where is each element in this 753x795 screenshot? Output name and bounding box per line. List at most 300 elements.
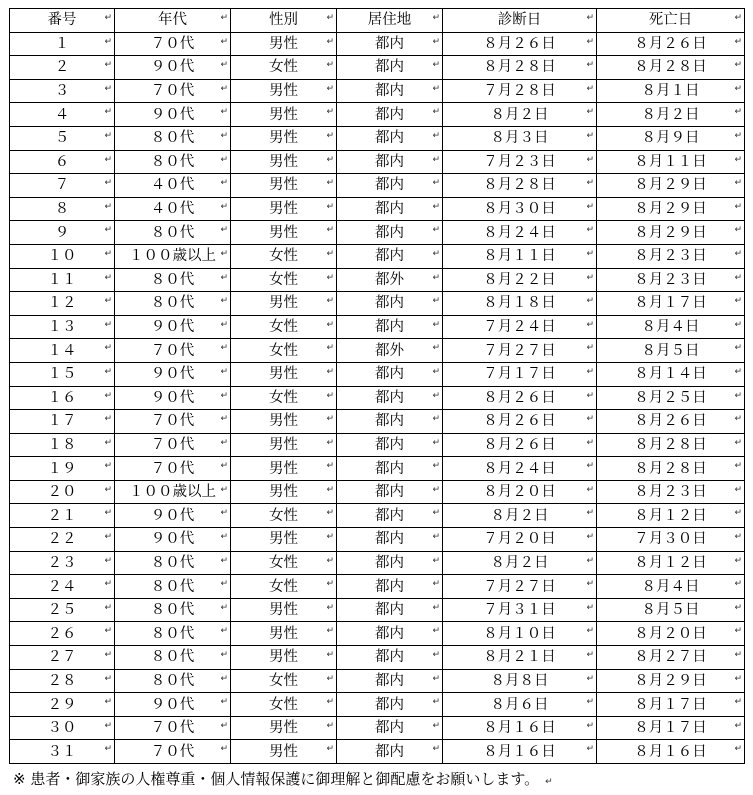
cell-residence: 都内 ↵ — [337, 740, 443, 764]
paragraph-mark-icon: ↵ — [104, 272, 112, 283]
cell-residence: 都内 ↵ — [337, 103, 443, 127]
paragraph-mark-icon: ↵ — [432, 201, 440, 212]
cell-sex: 男性 ↵ — [231, 457, 337, 481]
table-row — [10, 315, 745, 339]
cell-age-group: ４０代 ↵ — [115, 174, 231, 198]
paragraph-mark-icon: ↵ — [326, 484, 334, 495]
table-row — [10, 244, 745, 268]
cell-sex: 女性 ↵ — [231, 268, 337, 292]
cell-age-group: ９０代 ↵ — [115, 504, 231, 528]
cell-number: ２５ ↵ — [10, 598, 115, 622]
cell-residence: 都内 ↵ — [337, 32, 443, 56]
cell-sex: 男性 ↵ — [231, 480, 337, 504]
table-row — [10, 268, 745, 292]
paragraph-mark-icon: ↵ — [104, 602, 112, 613]
cell-death-date: ８月１２日 ↵ — [597, 504, 745, 528]
paragraph-mark-icon: ↵ — [586, 555, 594, 566]
table-row — [10, 56, 745, 80]
paragraph-mark-icon: ↵ — [432, 626, 440, 637]
paragraph-mark-icon: ↵ — [586, 107, 594, 118]
cell-death-date: ８月２９日 ↵ — [597, 221, 745, 245]
table-row — [10, 457, 745, 481]
cell-age-group: ８０代 ↵ — [115, 268, 231, 292]
cell-sex: 女性 ↵ — [231, 56, 337, 80]
cell-number: １ ↵ — [10, 32, 115, 56]
cell-death-date: ８月２９日 ↵ — [597, 197, 745, 221]
paragraph-mark-icon: ↵ — [432, 343, 440, 354]
cell-residence: 都内 ↵ — [337, 150, 443, 174]
paragraph-mark-icon: ↵ — [220, 555, 228, 566]
paragraph-mark-icon: ↵ — [586, 319, 594, 330]
paragraph-mark-icon: ↵ — [104, 36, 112, 47]
cell-residence: 都外 ↵ — [337, 268, 443, 292]
cell-number: ２９ ↵ — [10, 693, 115, 717]
cell-death-date: ８月２８日 ↵ — [597, 433, 745, 457]
paragraph-mark-icon: ↵ — [432, 602, 440, 613]
table-row — [10, 150, 745, 174]
case-table — [9, 8, 745, 764]
paragraph-mark-icon: ↵ — [586, 461, 594, 472]
cell-death-date: ８月１７日 ↵ — [597, 292, 745, 316]
cell-number: １５ ↵ — [10, 362, 115, 386]
cell-diagnosis-date: ７月２４日 ↵ — [443, 315, 597, 339]
cell-sex: 女性 ↵ — [231, 551, 337, 575]
paragraph-mark-icon: ↵ — [432, 248, 440, 259]
cell-sex: 男性 ↵ — [231, 150, 337, 174]
paragraph-mark-icon: ↵ — [104, 343, 112, 354]
table-row — [10, 693, 745, 717]
paragraph-mark-icon: ↵ — [220, 178, 228, 189]
paragraph-mark-icon: ↵ — [104, 532, 112, 543]
cell-death-date: ７月３０日 ↵ — [597, 528, 745, 552]
paragraph-mark-icon: ↵ — [220, 461, 228, 472]
cell-residence: 都内 ↵ — [337, 622, 443, 646]
cell-residence: 都内 ↵ — [337, 197, 443, 221]
cell-death-date: ８月１１日 ↵ — [597, 150, 745, 174]
paragraph-mark-icon: ↵ — [220, 83, 228, 94]
paragraph-mark-icon: ↵ — [220, 602, 228, 613]
cell-death-date: ８月２５日 ↵ — [597, 386, 745, 410]
paragraph-mark-icon: ↵ — [220, 437, 228, 448]
cell-number: ２６ ↵ — [10, 622, 115, 646]
cell-residence: 都内 ↵ — [337, 551, 443, 575]
paragraph-mark-icon: ↵ — [104, 248, 112, 259]
cell-sex: 男性 ↵ — [231, 433, 337, 457]
paragraph-mark-icon: ↵ — [734, 107, 742, 118]
paragraph-mark-icon: ↵ — [104, 225, 112, 236]
cell-diagnosis-date: ８月１０日 ↵ — [443, 622, 597, 646]
paragraph-mark-icon: ↵ — [326, 555, 334, 566]
cell-sex: 女性 ↵ — [231, 693, 337, 717]
cell-diagnosis-date: ７月２０日 ↵ — [443, 528, 597, 552]
cell-residence: 都内 ↵ — [337, 386, 443, 410]
cell-age-group: ７０代 ↵ — [115, 716, 231, 740]
paragraph-mark-icon: ↵ — [432, 107, 440, 118]
table-row — [10, 79, 745, 103]
paragraph-mark-icon: ↵ — [326, 673, 334, 684]
paragraph-mark-icon: ↵ — [326, 107, 334, 118]
cell-death-date: ８月９日 ↵ — [597, 126, 745, 150]
table-row — [10, 103, 745, 127]
table-row — [10, 433, 745, 457]
paragraph-mark-icon: ↵ — [734, 225, 742, 236]
paragraph-mark-icon: ↵ — [734, 178, 742, 189]
cell-age-group: ８０代 ↵ — [115, 622, 231, 646]
paragraph-mark-icon: ↵ — [432, 36, 440, 47]
cell-residence: 都内 ↵ — [337, 716, 443, 740]
cell-diagnosis-date: ８月２４日 ↵ — [443, 457, 597, 481]
cell-death-date: ８月２０日 ↵ — [597, 622, 745, 646]
cell-sex: 男性 ↵ — [231, 410, 337, 434]
cell-diagnosis-date: ７月２７日 ↵ — [443, 575, 597, 599]
paragraph-mark-icon: ↵ — [586, 602, 594, 613]
cell-age-group: ７０代 ↵ — [115, 740, 231, 764]
paragraph-mark-icon: ↵ — [734, 484, 742, 495]
cell-death-date: ８月１７日 ↵ — [597, 716, 745, 740]
paragraph-mark-icon: ↵ — [326, 225, 334, 236]
cell-residence: 都内 ↵ — [337, 315, 443, 339]
paragraph-mark-icon: ↵ — [586, 697, 594, 708]
paragraph-mark-icon: ↵ — [104, 437, 112, 448]
cell-number: ２１ ↵ — [10, 504, 115, 528]
cell-diagnosis-date: ８月６日 ↵ — [443, 693, 597, 717]
paragraph-mark-icon: ↵ — [734, 508, 742, 519]
cell-diagnosis-date: ７月２８日 ↵ — [443, 79, 597, 103]
cell-diagnosis-date: ８月２０日 ↵ — [443, 480, 597, 504]
cell-sex: 男性 ↵ — [231, 598, 337, 622]
cell-death-date: ８月２８日 ↵ — [597, 457, 745, 481]
privacy-note — [13, 768, 553, 793]
paragraph-mark-icon: ↵ — [734, 555, 742, 566]
paragraph-mark-icon: ↵ — [104, 83, 112, 94]
paragraph-mark-icon: ↵ — [734, 673, 742, 684]
cell-age-group: ７０代 ↵ — [115, 433, 231, 457]
paragraph-mark-icon: ↵ — [326, 579, 334, 590]
paragraph-mark-icon: ↵ — [432, 390, 440, 401]
cell-sex: 男性 ↵ — [231, 103, 337, 127]
cell-number: ２８ ↵ — [10, 669, 115, 693]
paragraph-mark-icon: ↵ — [734, 83, 742, 94]
cell-number: ８ ↵ — [10, 197, 115, 221]
paragraph-mark-icon: ↵ — [586, 13, 594, 23]
paragraph-mark-icon: ↵ — [432, 484, 440, 495]
paragraph-mark-icon: ↵ — [104, 673, 112, 684]
paragraph-mark-icon: ↵ — [326, 366, 334, 377]
paragraph-mark-icon: ↵ — [734, 13, 742, 23]
paragraph-mark-icon: ↵ — [734, 650, 742, 661]
paragraph-mark-icon: ↵ — [220, 130, 228, 141]
cell-sex: 女性 ↵ — [231, 386, 337, 410]
paragraph-mark-icon: ↵ — [586, 390, 594, 401]
cell-death-date: ８月５日 ↵ — [597, 339, 745, 363]
cell-death-date: ８月２３日 ↵ — [597, 480, 745, 504]
paragraph-mark-icon: ↵ — [326, 60, 334, 71]
table-row — [10, 669, 745, 693]
paragraph-mark-icon: ↵ — [586, 437, 594, 448]
paragraph-mark-icon: ↵ — [220, 201, 228, 212]
cell-number: ５ ↵ — [10, 126, 115, 150]
paragraph-mark-icon: ↵ — [734, 60, 742, 71]
cell-residence: 都内 ↵ — [337, 598, 443, 622]
cell-sex: 男性 ↵ — [231, 716, 337, 740]
paragraph-mark-icon: ↵ — [734, 437, 742, 448]
cell-age-group: ７０代 ↵ — [115, 457, 231, 481]
paragraph-mark-icon: ↵ — [104, 414, 112, 425]
paragraph-mark-icon: ↵ — [326, 154, 334, 165]
paragraph-mark-icon: ↵ — [326, 178, 334, 189]
paragraph-mark-icon: ↵ — [326, 319, 334, 330]
table-row — [10, 622, 745, 646]
paragraph-mark-icon: ↵ — [734, 602, 742, 613]
cell-residence: 都内 ↵ — [337, 244, 443, 268]
paragraph-mark-icon: ↵ — [432, 555, 440, 566]
paragraph-mark-icon: ↵ — [586, 579, 594, 590]
paragraph-mark-icon: ↵ — [432, 272, 440, 283]
paragraph-mark-icon: ↵ — [104, 508, 112, 519]
table-row — [10, 504, 745, 528]
cell-sex: 男性 ↵ — [231, 528, 337, 552]
paragraph-mark-icon: ↵ — [326, 508, 334, 519]
paragraph-mark-icon: ↵ — [734, 697, 742, 708]
cell-death-date: ８月１４日 ↵ — [597, 362, 745, 386]
cell-residence: 都内 ↵ — [337, 646, 443, 670]
paragraph-mark-icon: ↵ — [104, 555, 112, 566]
header-death-date: 死亡日 ↵ — [597, 9, 745, 33]
cell-age-group: １００歳以上 ↵ — [115, 244, 231, 268]
paragraph-mark-icon: ↵ — [220, 532, 228, 543]
paragraph-mark-icon: ↵ — [104, 201, 112, 212]
paragraph-mark-icon: ↵ — [432, 744, 440, 755]
cell-residence: 都内 ↵ — [337, 693, 443, 717]
paragraph-mark-icon: ↵ — [326, 461, 334, 472]
paragraph-mark-icon: ↵ — [586, 272, 594, 283]
paragraph-mark-icon: ↵ — [326, 437, 334, 448]
paragraph-mark-icon: ↵ — [734, 532, 742, 543]
paragraph-mark-icon: ↵ — [432, 366, 440, 377]
paragraph-mark-icon: ↵ — [734, 296, 742, 307]
cell-death-date: ８月２９日 ↵ — [597, 174, 745, 198]
cell-residence: 都内 ↵ — [337, 79, 443, 103]
paragraph-mark-icon: ↵ — [104, 720, 112, 731]
paragraph-mark-icon: ↵ — [104, 579, 112, 590]
paragraph-mark-icon: ↵ — [220, 225, 228, 236]
cell-death-date: ８月２９日 ↵ — [597, 669, 745, 693]
paragraph-mark-icon: ↵ — [432, 437, 440, 448]
paragraph-mark-icon: ↵ — [104, 296, 112, 307]
paragraph-mark-icon: ↵ — [104, 130, 112, 141]
cell-number: １０ ↵ — [10, 244, 115, 268]
paragraph-mark-icon: ↵ — [220, 579, 228, 590]
table-row — [10, 598, 745, 622]
cell-sex: 女性 ↵ — [231, 669, 337, 693]
paragraph-mark-icon: ↵ — [545, 777, 553, 787]
cell-age-group: ４０代 ↵ — [115, 197, 231, 221]
cell-diagnosis-date: ８月２日 ↵ — [443, 504, 597, 528]
cell-death-date: ８月２６日 ↵ — [597, 410, 745, 434]
cell-diagnosis-date: ８月２８日 ↵ — [443, 56, 597, 80]
paragraph-mark-icon: ↵ — [586, 154, 594, 165]
paragraph-mark-icon: ↵ — [220, 673, 228, 684]
paragraph-mark-icon: ↵ — [734, 272, 742, 283]
cell-residence: 都内 ↵ — [337, 528, 443, 552]
paragraph-mark-icon: ↵ — [326, 532, 334, 543]
cell-diagnosis-date: ８月２６日 ↵ — [443, 410, 597, 434]
cell-number: １２ ↵ — [10, 292, 115, 316]
paragraph-mark-icon: ↵ — [104, 154, 112, 165]
cell-residence: 都内 ↵ — [337, 56, 443, 80]
cell-diagnosis-date: ８月２日 ↵ — [443, 551, 597, 575]
cell-death-date: ８月１日 ↵ — [597, 79, 745, 103]
paragraph-mark-icon: ↵ — [734, 366, 742, 377]
cell-number: １４ ↵ — [10, 339, 115, 363]
cell-sex: 女性 ↵ — [231, 315, 337, 339]
paragraph-mark-icon: ↵ — [586, 248, 594, 259]
paragraph-mark-icon: ↵ — [220, 390, 228, 401]
paragraph-mark-icon: ↵ — [326, 697, 334, 708]
cell-residence: 都内 ↵ — [337, 362, 443, 386]
paragraph-mark-icon: ↵ — [734, 390, 742, 401]
paragraph-mark-icon: ↵ — [586, 626, 594, 637]
cell-death-date: ８月２３日 ↵ — [597, 268, 745, 292]
paragraph-mark-icon: ↵ — [326, 296, 334, 307]
cell-death-date: ８月２日 ↵ — [597, 103, 745, 127]
cell-age-group: １００歳以上 ↵ — [115, 480, 231, 504]
cell-residence: 都内 ↵ — [337, 504, 443, 528]
cell-age-group: ９０代 ↵ — [115, 528, 231, 552]
cell-age-group: ８０代 ↵ — [115, 575, 231, 599]
paragraph-mark-icon: ↵ — [104, 697, 112, 708]
paragraph-mark-icon: ↵ — [326, 83, 334, 94]
paragraph-mark-icon: ↵ — [104, 390, 112, 401]
cell-diagnosis-date: ８月１１日 ↵ — [443, 244, 597, 268]
cell-death-date: ８月２８日 ↵ — [597, 56, 745, 80]
paragraph-mark-icon: ↵ — [734, 130, 742, 141]
paragraph-mark-icon: ↵ — [220, 107, 228, 118]
header-residence: 居住地 ↵ — [337, 9, 443, 33]
paragraph-mark-icon: ↵ — [220, 154, 228, 165]
cell-residence: 都内 ↵ — [337, 174, 443, 198]
paragraph-mark-icon: ↵ — [220, 626, 228, 637]
cell-death-date: ８月１２日 ↵ — [597, 551, 745, 575]
cell-diagnosis-date: ８月２１日 ↵ — [443, 646, 597, 670]
cell-age-group: ８０代 ↵ — [115, 551, 231, 575]
paragraph-mark-icon: ↵ — [586, 532, 594, 543]
cell-sex: 男性 ↵ — [231, 174, 337, 198]
paragraph-mark-icon: ↵ — [432, 154, 440, 165]
paragraph-mark-icon: ↵ — [432, 673, 440, 684]
cell-sex: 男性 ↵ — [231, 197, 337, 221]
cell-death-date: ８月５日 ↵ — [597, 598, 745, 622]
paragraph-mark-icon: ↵ — [734, 579, 742, 590]
header-number: 番号 ↵ — [10, 9, 115, 33]
paragraph-mark-icon: ↵ — [104, 13, 112, 23]
cell-diagnosis-date: ８月１６日 ↵ — [443, 740, 597, 764]
paragraph-mark-icon: ↵ — [432, 13, 440, 23]
cell-age-group: ８０代 ↵ — [115, 669, 231, 693]
paragraph-mark-icon: ↵ — [326, 602, 334, 613]
paragraph-mark-icon: ↵ — [586, 508, 594, 519]
cell-residence: 都内 ↵ — [337, 480, 443, 504]
cell-death-date: ８月４日 ↵ — [597, 315, 745, 339]
cell-death-date: ８月１６日 ↵ — [597, 740, 745, 764]
paragraph-mark-icon: ↵ — [104, 60, 112, 71]
cell-age-group: ８０代 ↵ — [115, 646, 231, 670]
cell-residence: 都内 ↵ — [337, 292, 443, 316]
paragraph-mark-icon: ↵ — [586, 744, 594, 755]
cell-sex: 女性 ↵ — [231, 339, 337, 363]
cell-residence: 都内 ↵ — [337, 410, 443, 434]
paragraph-mark-icon: ↵ — [326, 626, 334, 637]
table-row — [10, 32, 745, 56]
paragraph-mark-icon: ↵ — [220, 366, 228, 377]
cell-sex: 男性 ↵ — [231, 126, 337, 150]
cell-death-date: ８月４日 ↵ — [597, 575, 745, 599]
cell-age-group: ９０代 ↵ — [115, 56, 231, 80]
paragraph-mark-icon: ↵ — [432, 508, 440, 519]
table-row — [10, 126, 745, 150]
table-row — [10, 528, 745, 552]
cell-sex: 女性 ↵ — [231, 504, 337, 528]
paragraph-mark-icon: ↵ — [586, 60, 594, 71]
paragraph-mark-icon: ↵ — [220, 343, 228, 354]
table-row — [10, 740, 745, 764]
cell-number: ２７ ↵ — [10, 646, 115, 670]
paragraph-mark-icon: ↵ — [734, 36, 742, 47]
table-row — [10, 339, 745, 363]
paragraph-mark-icon: ↵ — [432, 414, 440, 425]
cell-death-date: ８月２６日 ↵ — [597, 32, 745, 56]
cell-diagnosis-date: ８月２６日 ↵ — [443, 32, 597, 56]
paragraph-mark-icon: ↵ — [432, 319, 440, 330]
table-row — [10, 197, 745, 221]
cell-age-group: ９０代 ↵ — [115, 103, 231, 127]
paragraph-mark-icon: ↵ — [734, 744, 742, 755]
cell-sex: 男性 ↵ — [231, 292, 337, 316]
cell-diagnosis-date: ８月２６日 ↵ — [443, 433, 597, 457]
cell-number: ２２ ↵ — [10, 528, 115, 552]
paragraph-mark-icon: ↵ — [326, 720, 334, 731]
table-row — [10, 646, 745, 670]
privacy-note-text: ※ 患者・御家族の人権尊重・個人情報保護に御理解と御配慮をお願いします。 — [13, 770, 540, 788]
table-row — [10, 716, 745, 740]
paragraph-mark-icon: ↵ — [104, 626, 112, 637]
cell-death-date: ８月２７日 ↵ — [597, 646, 745, 670]
paragraph-mark-icon: ↵ — [220, 508, 228, 519]
paragraph-mark-icon: ↵ — [326, 130, 334, 141]
paragraph-mark-icon: ↵ — [326, 272, 334, 283]
paragraph-mark-icon: ↵ — [432, 178, 440, 189]
cell-diagnosis-date: ８月３日 ↵ — [443, 126, 597, 150]
cell-residence: 都外 ↵ — [337, 339, 443, 363]
paragraph-mark-icon: ↵ — [586, 36, 594, 47]
paragraph-mark-icon: ↵ — [586, 343, 594, 354]
table-row — [10, 551, 745, 575]
table-row — [10, 410, 745, 434]
cell-diagnosis-date: ８月２２日 ↵ — [443, 268, 597, 292]
paragraph-mark-icon: ↵ — [326, 36, 334, 47]
paragraph-mark-icon: ↵ — [104, 366, 112, 377]
table-row — [10, 362, 745, 386]
cell-age-group: ９０代 ↵ — [115, 386, 231, 410]
paragraph-mark-icon: ↵ — [326, 744, 334, 755]
cell-sex: 女性 ↵ — [231, 575, 337, 599]
cell-age-group: ７０代 ↵ — [115, 32, 231, 56]
paragraph-mark-icon: ↵ — [586, 484, 594, 495]
cell-sex: 男性 ↵ — [231, 362, 337, 386]
cell-diagnosis-date: ８月２日 ↵ — [443, 103, 597, 127]
header-age-group: 年代 ↵ — [115, 9, 231, 33]
cell-diagnosis-date: ７月２７日 ↵ — [443, 339, 597, 363]
